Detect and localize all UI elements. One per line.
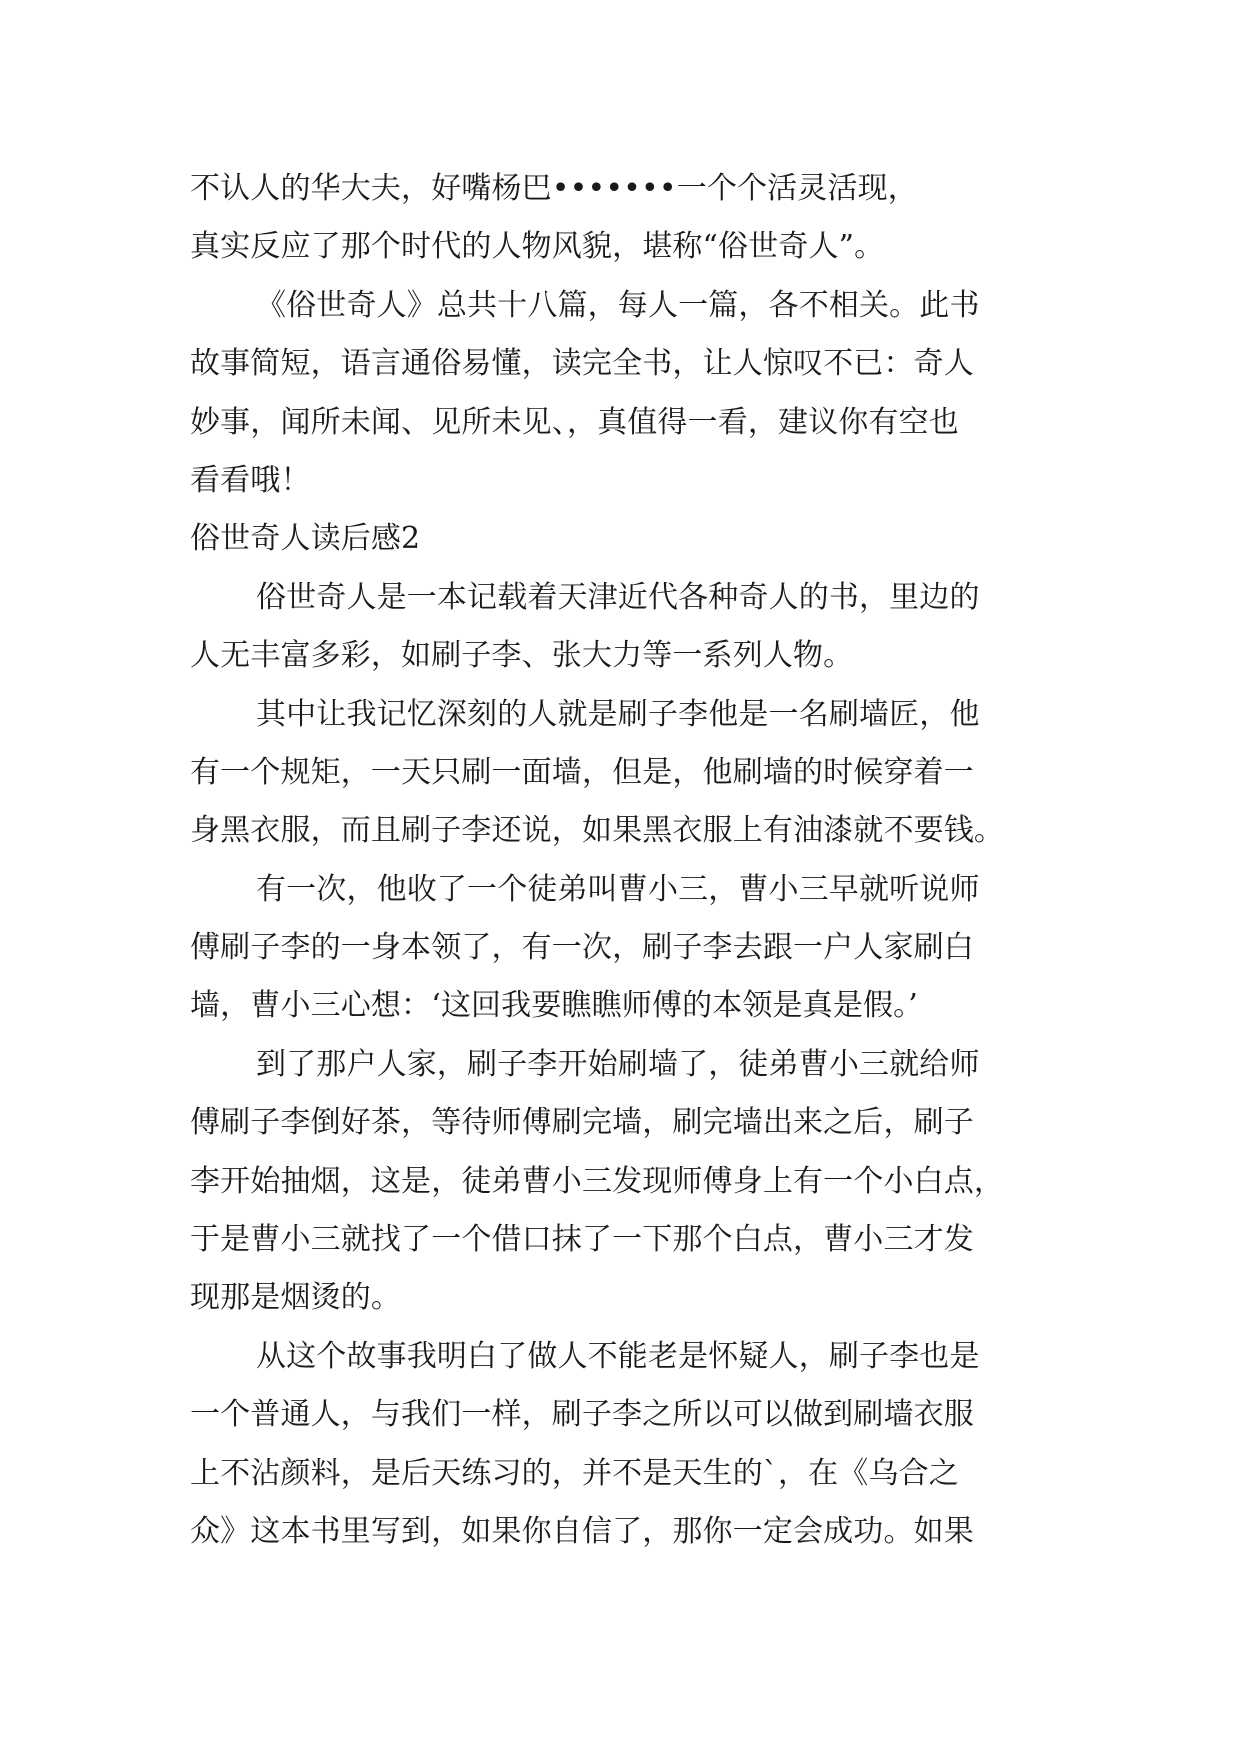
paragraph-first-line: 有一次，他收了一个徒弟叫曹小三，曹小三早就听说师: [256, 871, 980, 907]
paragraph-first-line: 俗世奇人是一本记载着天津近代各种奇人的书，里边的: [256, 579, 980, 615]
text-line: 墙，曹小三心想：‘这回我要瞧瞧师傅的本领是真是假。’: [190, 988, 918, 1024]
text-line: 上不沾颜料，是后天练习的，并不是天生的`，在《乌合之: [190, 1455, 959, 1491]
text-line: 故事简短，语言通俗易懂，读完全书，让人惊叹不已：奇人: [190, 346, 974, 382]
paragraph-first-line: 其中让我记忆深刻的人就是刷子李他是一名刷墙匠，他: [256, 696, 980, 732]
text-line: 人无丰富多彩，如刷子李、张大力等一系列人物。: [190, 638, 854, 674]
text-line: 众》这本书里写到，如果你自信了，那你一定会成功。如果: [190, 1513, 974, 1549]
text-line: 看看哦！: [190, 462, 311, 498]
text-line: 妙事，闻所未闻、见所未见、，真值得一看，建议你有空也: [190, 404, 959, 440]
text-line: 有一个规矩，一天只刷一面墙，但是，他刷墙的时候穿着一: [190, 754, 974, 790]
document-body: [190, 160, 1060, 1561]
text-line: 身黑衣服，而且刷子李还说，如果黑衣服上有油漆就不要钱。: [190, 813, 1005, 849]
text-line: 于是曹小三就找了一个借口抹了一下那个白点，曹小三才发: [190, 1222, 974, 1258]
text-line: 现那是烟烫的。: [190, 1280, 402, 1316]
paragraph-first-line: 到了那户人家，刷子李开始刷墙了，徒弟曹小三就给师: [256, 1046, 980, 1082]
text-line: 傅刷子李的一身本领了，有一次，刷子李去跟一户人家刷白: [190, 930, 974, 966]
text-line: 不认人的华大夫，好嘴杨巴•••••••一个个活灵活现，: [190, 171, 918, 206]
paragraph-first-line: 《俗世奇人》总共十八篇，每人一篇，各不相关。此书: [256, 287, 980, 323]
text-line: 真实反应了那个时代的人物风貌，堪称“俗世奇人”。: [190, 229, 885, 265]
text-line: 李开始抽烟，这是，徒弟曹小三发现师傅身上有一个小白点，: [190, 1163, 1005, 1199]
text-line: 傅刷子李倒好茶，等待师傅刷完墙，刷完墙出来之后，刷子: [190, 1105, 974, 1141]
paragraph-first-line: 从这个故事我明白了做人不能老是怀疑人，刷子李也是: [256, 1338, 980, 1374]
section-heading: 俗世奇人读后感2: [190, 521, 421, 557]
text-line: 一个普通人，与我们一样，刷子李之所以可以做到刷墙衣服: [190, 1397, 974, 1433]
